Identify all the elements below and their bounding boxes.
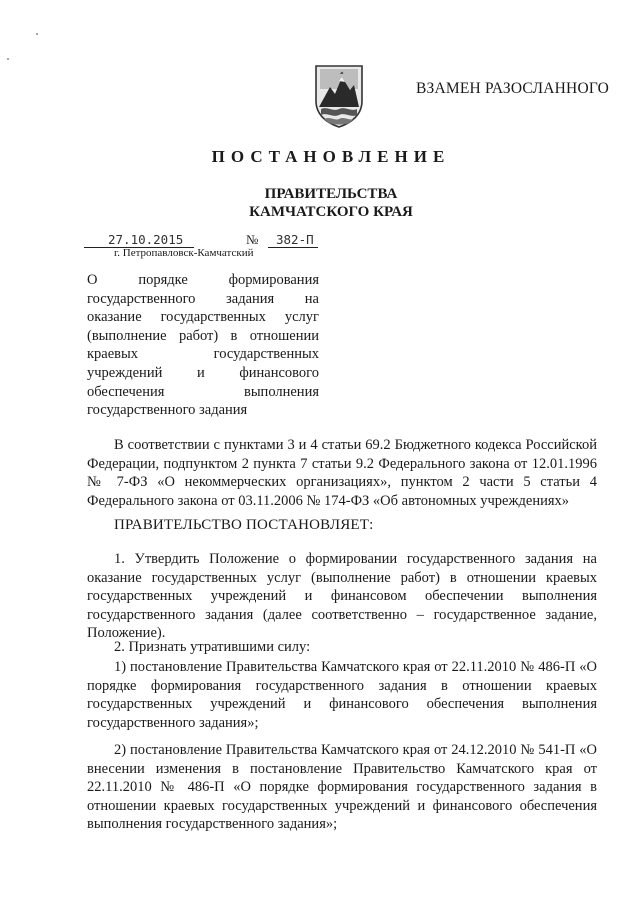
- replacement-stamp: ВЗАМЕН РАЗОСЛАННОГО: [416, 80, 610, 97]
- issuer-line-1: ПРАВИТЕЛЬСТВА: [264, 186, 398, 202]
- clause-2: 2. Признать утратившими силу:: [114, 639, 311, 655]
- document-subject: О порядке формирования государственного задания на оказание государственных услуг (выполнение работ) в отношении краевых государственных учреждений и финансового обеспечения выполнения государственного задания: [87, 272, 319, 419]
- number-underline: [268, 247, 318, 248]
- decree-heading: ПРАВИТЕЛЬСТВО ПОСТАНОВЛЯЕТ:: [114, 517, 374, 533]
- clause-2-item-2: 2) постановление Правительства Камчатского края от 24.12.2010 № 541-П «О внесении изменения в постановление Правительство Камчатского края от 22.11.2010 № 486-П «О порядке формирования государственного задания в отношении краевых государственных учреждений и финансового обеспечения выполнения государственного задания»;: [87, 742, 597, 833]
- clause-1: 1. Утвердить Положение о формировании государственного задания на оказание государственных услуг (выполнение работ) в отношении краевых государственных учреждений и финансовом обеспечении выполнения государственного задания (далее соответственно – государственное задание, Положение).: [87, 551, 597, 642]
- document-number: 382-П: [276, 232, 314, 247]
- coat-of-arms-emblem: [313, 63, 365, 129]
- number-sign: №: [246, 232, 259, 247]
- scan-mark: [7, 58, 9, 60]
- issuer-line-2: КАМЧАТСКОГО КРАЯ: [249, 204, 413, 220]
- issue-city: г. Петропавловск-Камчатский: [114, 247, 254, 259]
- scan-mark: [36, 33, 38, 35]
- document-type-title: ПОСТАНОВЛЕНИЕ: [211, 147, 451, 166]
- preamble-paragraph: В соответствии с пунктами 3 и 4 статьи 69.2 Бюджетного кодекса Российской Федерации, подпунктом 2 пункта 7 статьи 9.2 Федерального закона от 12.01.1996 № 7-ФЗ «О некоммерческих организациях», пунктом 2 части 5 статьи 4 Федерального закона от 03.11.2006 № 174-ФЗ «Об автономных учреждениях»: [87, 437, 597, 509]
- clause-2-item-1: 1) постановление Правительства Камчатского края от 22.11.2010 № 486-П «О порядке формирования государственного задания в отношении краевых государственных учреждений и финансового обеспечения выполнения государственного задания»;: [87, 659, 597, 731]
- document-date: 27.10.2015: [108, 232, 184, 247]
